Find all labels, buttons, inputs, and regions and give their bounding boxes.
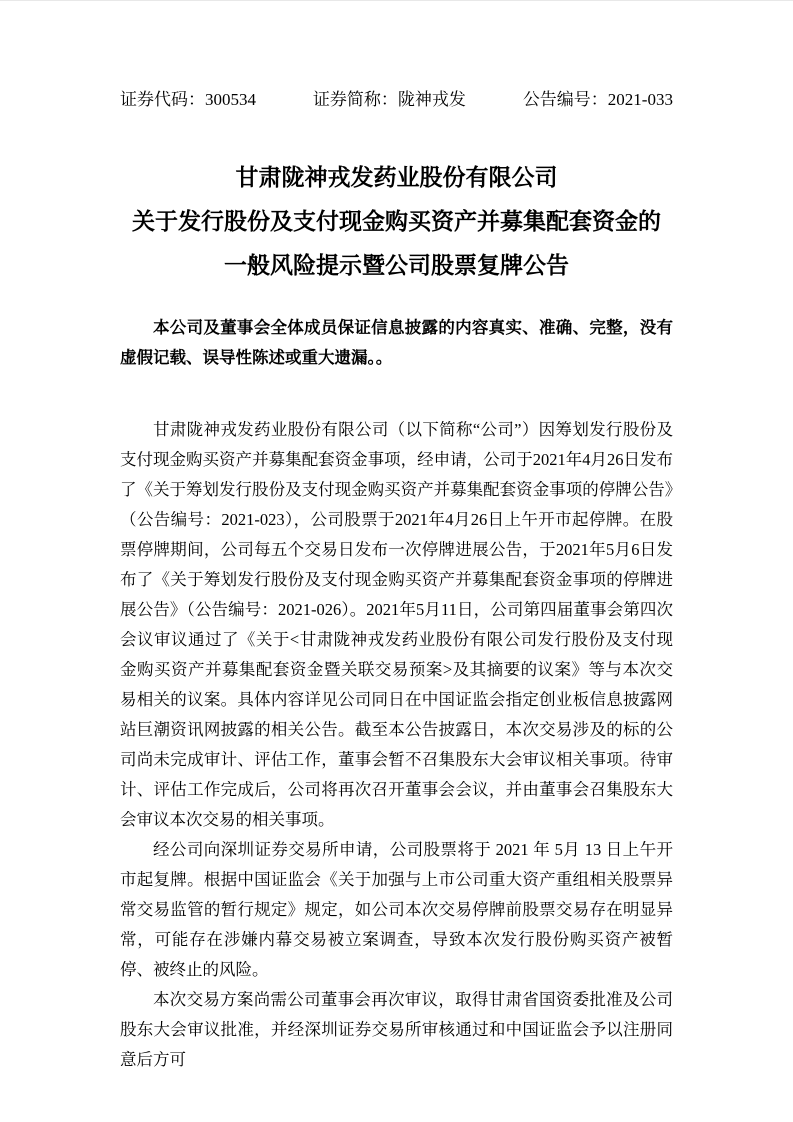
announcement-number: 公告编号：2021-033	[522, 90, 673, 109]
doc-header	[120, 89, 673, 111]
document-title	[120, 155, 673, 287]
stock-abbr: 证券简称：陇神戎发	[312, 90, 466, 109]
title-line-subject: 关于发行股份及支付现金购买资产并募集配套资金的	[132, 208, 661, 234]
body-paragraph-3: 本次交易方案尚需公司董事会再次审议，取得甘肃省国资委批准及公司股东大会审议批准，并经深圳证券交易所审核通过和中国证监会予以注册同意后方可	[120, 990, 673, 1069]
body-paragraph-1: 甘肃陇神戎发药业股份有限公司（以下简称“公司”）因筹划发行股份及支付现金购买资产并募集配套资金事项，经申请，公司于2021年4月26日发布了《关于筹划发行股份及支付现金购买资产并募集配套资金事项的停牌公告》（公告编号：2021-023），公司股票于2021年4月26日上午开市起停牌。在股票停牌期间，公司每五个交易日发布一次停牌进展公告，于2021年5月6日发布了《关于筹划发行股份及支付现金购买资产并募集配套资金事项的停牌进展公告》（公告编号：2021-026）。2021年5月11日，公司第四届董事会第四次会议审议通过了《关于<甘肃陇神戎发药业股份有限公司发行股份及支付现金购买资产并募集配套资金暨关联交易预案>及其摘要的议案》等与本次交易相关的议案。具体内容详见公司同日在中国证监会指定创业板信息披露网站巨潮资讯网披露的相关公告。截至本公告披露日，本次交易涉及的标的公司尚未完成审计、评估工作，董事会暂不召集股东大会审议相关事项。待审计、评估工作完成后，公司将再次召开董事会会议，并由董事会召集股东大会审议本次交易的相关事项。	[120, 420, 673, 829]
title-line-company: 甘肃陇神戎发药业股份有限公司	[235, 164, 558, 190]
title-line-notice: 一般风险提示暨公司股票复牌公告	[224, 252, 569, 278]
body-paragraph-2: 经公司向深圳证券交易所申请，公司股票将于 2021 年 5月 13 日上午开市起复牌。根据中国证监会《关于加强与上市公司重大资产重组相关股票异常交易监管的暂行规定》规定，如公司本次交易停牌前股票交易存在明显异常，可能存在涉嫌内幕交易被立案调查，导致本次发行股份购买资产被暂停、被终止的风险。	[120, 840, 673, 979]
board-disclaimer: 本公司及董事会全体成员保证信息披露的内容真实、准确、完整，没有虚假记载、误导性陈述或重大遗漏。。	[120, 319, 673, 367]
stock-code: 证券代码：300534	[120, 90, 256, 109]
